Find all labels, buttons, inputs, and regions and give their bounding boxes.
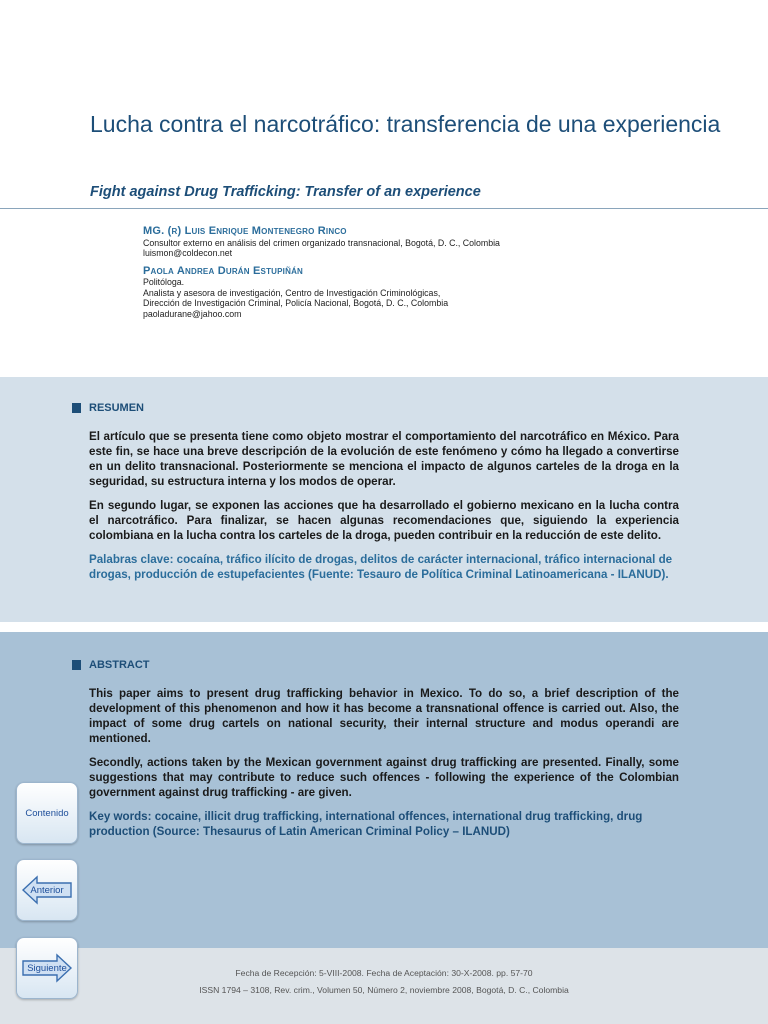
resumen-heading bbox=[72, 402, 144, 414]
author-email[interactable]: paoladurane@jahoo.com bbox=[143, 308, 242, 319]
author-name: MG. (r) Luis Enrique Montenegro Rinco bbox=[143, 225, 347, 237]
article-title: Lucha contra el narcotráfico: transferencia de una experiencia bbox=[90, 111, 721, 137]
siguiente-button[interactable] bbox=[16, 937, 78, 999]
abstract-heading bbox=[72, 659, 150, 671]
band-separator bbox=[0, 622, 768, 632]
anterior-label: Anterior bbox=[30, 884, 64, 896]
author-affiliation: Consultor externo en análisis del crimen organizado transnacional, Bogotá, D. C., Colombia bbox=[143, 237, 500, 248]
authors-block bbox=[143, 226, 703, 319]
resumen-body bbox=[89, 429, 679, 591]
siguiente-label: Siguiente bbox=[27, 962, 67, 974]
resumen-keywords: Palabras clave: cocaína, tráfico ilícito de drogas, delitos de carácter internacional, tráfico internacional de drogas, producción de estupefacientes (Fuente: Tesauro de Política Criminal Latinoamericana - ILANUD). bbox=[89, 553, 673, 581]
author-affiliation: Analista y asesora de investigación, Centro de Investigación Criminológicas, bbox=[143, 287, 441, 298]
author-affiliation: Dirección de Investigación Criminal, Policía Nacional, Bogotá, D. C., Colombia bbox=[143, 298, 449, 308]
title-divider bbox=[0, 208, 768, 209]
resumen-heading-label: RESUMEN bbox=[89, 402, 145, 414]
author-name: Paola Andrea Durán Estupiñán bbox=[143, 264, 304, 277]
square-bullet-icon bbox=[72, 403, 81, 413]
contenido-label: Contenido bbox=[25, 807, 69, 819]
abstract-paragraph: Secondly, actions taken by the Mexican government against drug trafficking are presented. Finally, some suggestions that may contribute to reduce such offences - following the experience of the Colombian government against drug trafficking - are given. bbox=[89, 756, 679, 799]
abstract-heading-label: ABSTRACT bbox=[89, 659, 150, 671]
resumen-paragraph: El artículo que se presenta tiene como objeto mostrar el comportamiento del narcotráfico en México. Para este fin, se hace una breve descripción de la evolución de este fenómeno y cómo ha llegado a convertirse en un delito transnacional. Posteriormente se menciona el impacto de algunos carteles de la droga en la seguridad, su estructura interna y los modos de operar. bbox=[89, 430, 679, 488]
journal-citation: ISSN 1794 – 3108, Rev. crim., Volumen 50, Número 2, noviembre 2008, Bogotá, D. C., Colombia bbox=[199, 985, 569, 995]
author-affiliation: Politóloga. bbox=[143, 277, 185, 287]
author-email[interactable]: luismon@coldecon.net bbox=[143, 248, 233, 258]
reception-dates: Fecha de Recepción: 5-VIII-2008. Fecha de Aceptación: 30-X-2008. pp. 57-70 bbox=[235, 968, 533, 978]
abstract-body bbox=[89, 686, 679, 848]
abstract-keywords: Key words: cocaine, illicit drug trafficking, international offences, international drug trafficking, drug production (Source: Thesaurus of Latin American Criminal Policy – ILANUD) bbox=[89, 810, 643, 838]
square-bullet-icon bbox=[72, 660, 81, 670]
resumen-paragraph: En segundo lugar, se exponen las acciones que ha desarrollado el gobierno mexicano en la lucha contra el narcotráfico. Para finalizar, se hacen algunas recomendaciones que, siguiendo la experiencia colombiana en la lucha contra los carteles de la droga, pueden contribuir en la reducción de este delito. bbox=[89, 499, 679, 542]
abstract-paragraph: This paper aims to present drug trafficking behavior in Mexico. To do so, a brief description of the development of this phenomenon and how it has become a transnational offence is carried out. Also, the impact of some drug cartels on national security, their internal structure and modus operandi are mentioned. bbox=[89, 687, 679, 745]
article-subtitle: Fight against Drug Trafficking: Transfer of an experience bbox=[90, 184, 481, 200]
contenido-button[interactable] bbox=[16, 782, 78, 844]
anterior-button[interactable] bbox=[16, 859, 78, 921]
